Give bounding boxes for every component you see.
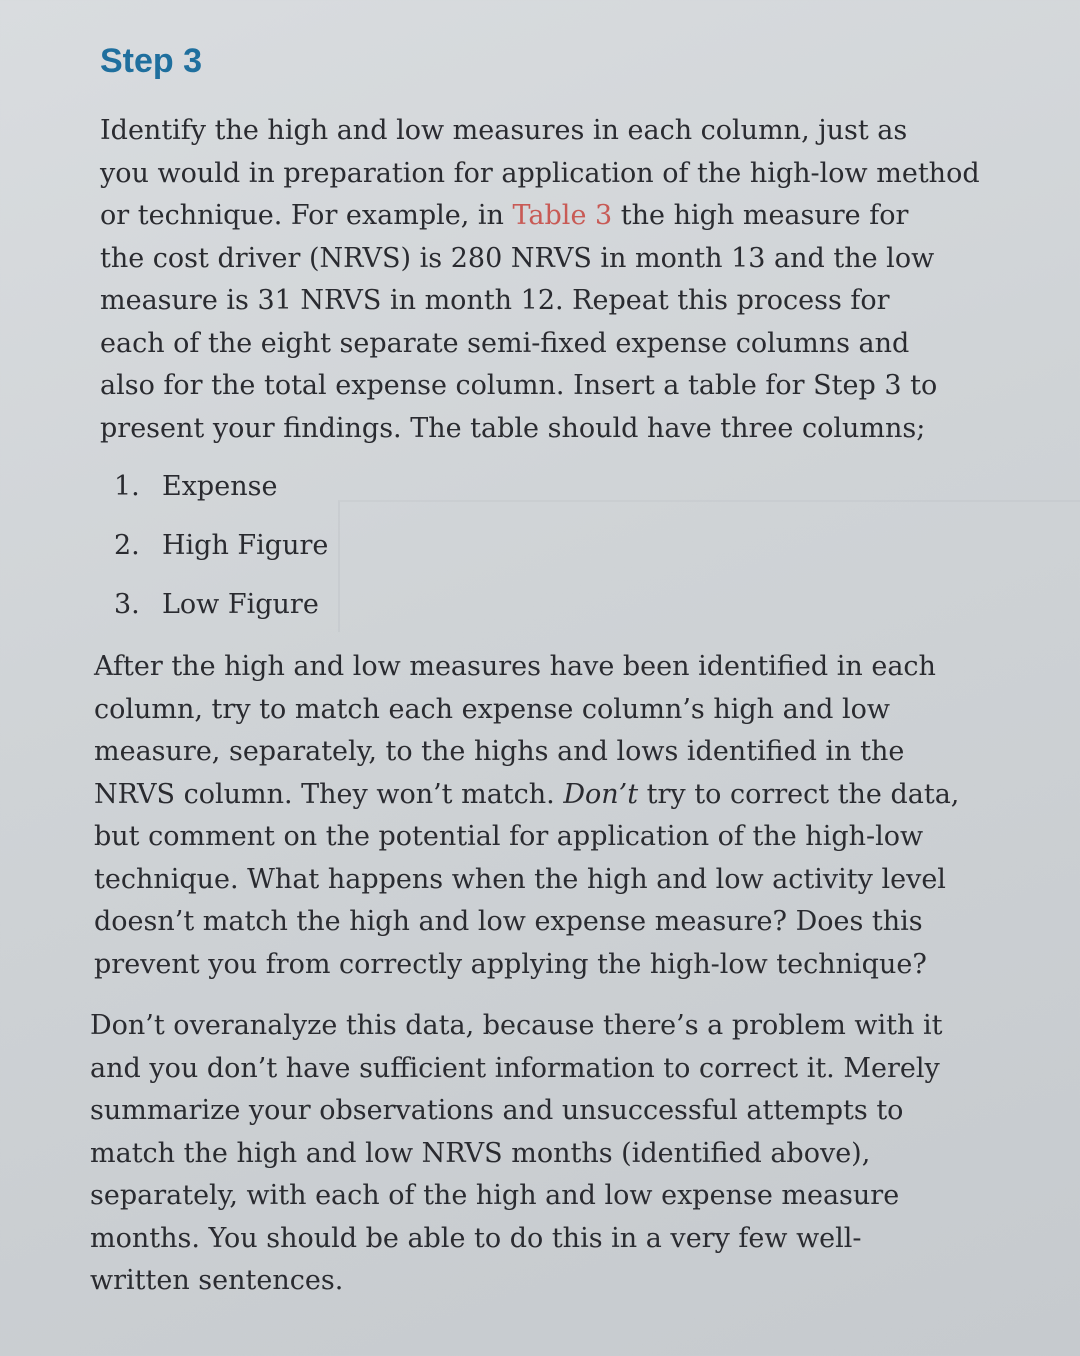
list-item xyxy=(114,580,328,639)
paragraph-line: written sentences. xyxy=(90,1265,344,1296)
paragraph-line xyxy=(100,195,980,238)
paragraph-line: summarize your observations and unsuccessful attempts to xyxy=(90,1095,904,1126)
bleed-through-table xyxy=(338,500,1080,632)
paragraph-line: prevent you from correctly applying the high-low technique? xyxy=(94,948,927,980)
paragraph-line: measure, separately, to the highs and lows identified in the xyxy=(94,736,905,767)
paragraph-line xyxy=(94,774,959,817)
paragraph-line: measure is 31 NRVS in month 12. Repeat this process for xyxy=(100,285,890,316)
text-segment: NRVS column. They won’t match. xyxy=(94,778,564,810)
paragraph-line: Identify the high and low measures in each column, just as xyxy=(100,115,908,146)
list-item xyxy=(114,462,328,521)
paragraph-line: each of the eight separate semi-fixed expense columns and xyxy=(100,327,910,359)
emphasis-text: Don’t xyxy=(563,778,639,810)
text-segment: try to correct the data, xyxy=(638,778,960,810)
list-label: Low Figure xyxy=(162,589,319,620)
paragraph-line: After the high and low measures have been identified in each xyxy=(94,651,936,682)
list-number: 1. xyxy=(114,471,140,502)
summary-paragraph xyxy=(90,1005,942,1303)
list-label: High Figure xyxy=(162,530,329,561)
step-heading: Step 3 xyxy=(100,42,203,80)
paragraph-line: and you don’t have sufficient information to correct it. Merely xyxy=(90,1052,940,1084)
text-segment: the high measure for xyxy=(612,200,909,231)
paragraph-line: you would in preparation for application of the high-low method xyxy=(100,157,980,189)
table-columns-list xyxy=(114,462,328,639)
paragraph-line: present your findings. The table should have three columns; xyxy=(100,412,926,444)
paragraph-line: Don’t overanalyze this data, because there’s a problem with it xyxy=(90,1010,943,1041)
paragraph-line: the cost driver (NRVS) is 280 NRVS in month 13 and the low xyxy=(100,242,935,274)
list-number: 2. xyxy=(114,530,140,561)
list-number: 3. xyxy=(114,589,140,620)
paragraph-line: match the high and low NRVS months (identified above), xyxy=(90,1137,871,1169)
list-label: Expense xyxy=(162,471,278,502)
paragraph-line: column, try to match each expense column’s high and low xyxy=(94,693,890,725)
list-item xyxy=(114,521,328,580)
paragraph-line: doesn’t match the high and low expense measure? Does this xyxy=(94,906,923,937)
instruction-paragraph xyxy=(100,110,980,450)
paragraph-line: technique. What happens when the high and low activity level xyxy=(94,863,946,895)
table-3-reference-link[interactable]: Table 3 xyxy=(512,200,613,231)
paragraph-line: also for the total expense column. Insert a table for Step 3 to xyxy=(100,370,938,401)
matching-paragraph xyxy=(94,646,959,986)
text-segment: or technique. For example, in xyxy=(100,200,513,231)
paragraph-line: months. You should be able to do this in a very few well- xyxy=(90,1222,862,1254)
paragraph-line: but comment on the potential for application of the high-low xyxy=(94,821,924,852)
paragraph-line: separately, with each of the high and low expense measure xyxy=(90,1180,900,1211)
